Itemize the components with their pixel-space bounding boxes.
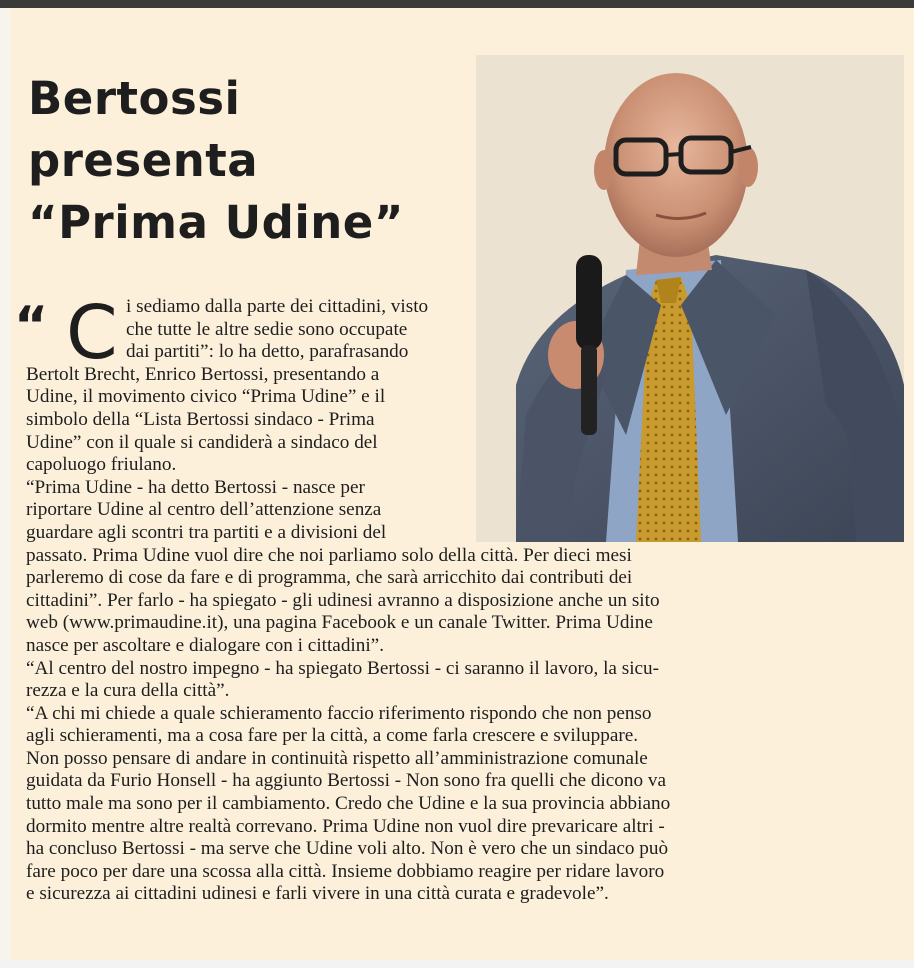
body-line: dormito mentre altre realtà correvano. Prima Udine non vuol dire prevaricare altri - [26, 815, 665, 837]
body-line: “Al centro del nostro impegno - ha spiegato Bertossi - ci saranno il lavoro, la sicu- [26, 657, 660, 679]
body-line: parleremo di cose da fare e di programma, che sarà arricchito dai contributi dei [26, 567, 633, 589]
body-line: passato. Prima Udine vuol dire che noi parliamo solo della città. Per dieci mesi [26, 544, 632, 566]
body-line: Bertolt Brecht, Enrico Bertossi, presentando a [26, 363, 380, 385]
body-line: nasce per ascoltare e dialogare con i cittadini”. [26, 634, 384, 656]
body-line: guidata da Furio Honsell - ha aggiunto Bertossi - Non sono fra quelli che dicono va [26, 770, 666, 792]
body-line: web (www.primaudine.it), una pagina Facebook e un canale Twitter. Prima Udine [26, 612, 653, 634]
drop-cap: C [66, 290, 118, 376]
body-line: dai partiti”: lo ha detto, parafrasando [126, 341, 409, 363]
headline-line-2: presenta [28, 134, 259, 187]
top-border [0, 0, 914, 8]
article-body [26, 290, 671, 906]
headline-line-1: Bertossi [28, 72, 241, 125]
headline [28, 68, 404, 254]
body-line: riportare Udine al centro dell’attenzione senza [26, 499, 382, 521]
body-line: ha concluso Bertossi - ma serve che Udine voli alto. Non è vero che un sindaco può [26, 838, 669, 860]
opening-quote-mark: “ [14, 296, 49, 356]
body-line: i sediamo dalla parte dei cittadini, visto [126, 296, 429, 317]
body-line: Udine” con il quale si candiderà a sindaco del [26, 431, 378, 453]
body-line: Udine, il movimento civico “Prima Udine” e il [26, 386, 386, 408]
body-line: fare poco per dare una scossa alla città. Insieme dobbiamo reagire per ridare lavoro [26, 860, 665, 882]
body-line: che tutte le altre sedie sono occupate [126, 318, 408, 340]
body-line: Non posso pensare di andare in continuità rispetto all’amministrazione comunale [26, 747, 648, 769]
body-line: “Prima Udine - ha detto Bertossi - nasce per [26, 476, 365, 498]
body-line: rezza e la cura della città”. [26, 680, 230, 702]
headline-line-3: “Prima Udine” [28, 196, 404, 249]
body-line: simbolo della “Lista Bertossi sindaco - Prima [26, 408, 375, 430]
body-line: capoluogo friulano. [26, 454, 177, 476]
body-line: agli schieramenti, ma a cosa fare per la città, a come farla crescere e sviluppare. [26, 725, 639, 747]
body-line: e sicurezza ai cittadini udinesi e farli vivere in una città curata e gradevole”. [26, 883, 609, 905]
body-line: cittadini”. Per farlo - ha spiegato - gli udinesi avranno a disposizione anche un sito [26, 589, 660, 611]
bottom-border [0, 960, 914, 968]
body-line: “A chi mi chiede a quale schieramento faccio riferimento rispondo che non penso [26, 702, 652, 724]
body-line: guardare agli scontri tra partiti e a divisioni del [26, 521, 387, 543]
body-line: tutto male ma sono per il cambiamento. Credo che Udine e la sua provincia abbiano [26, 793, 671, 815]
